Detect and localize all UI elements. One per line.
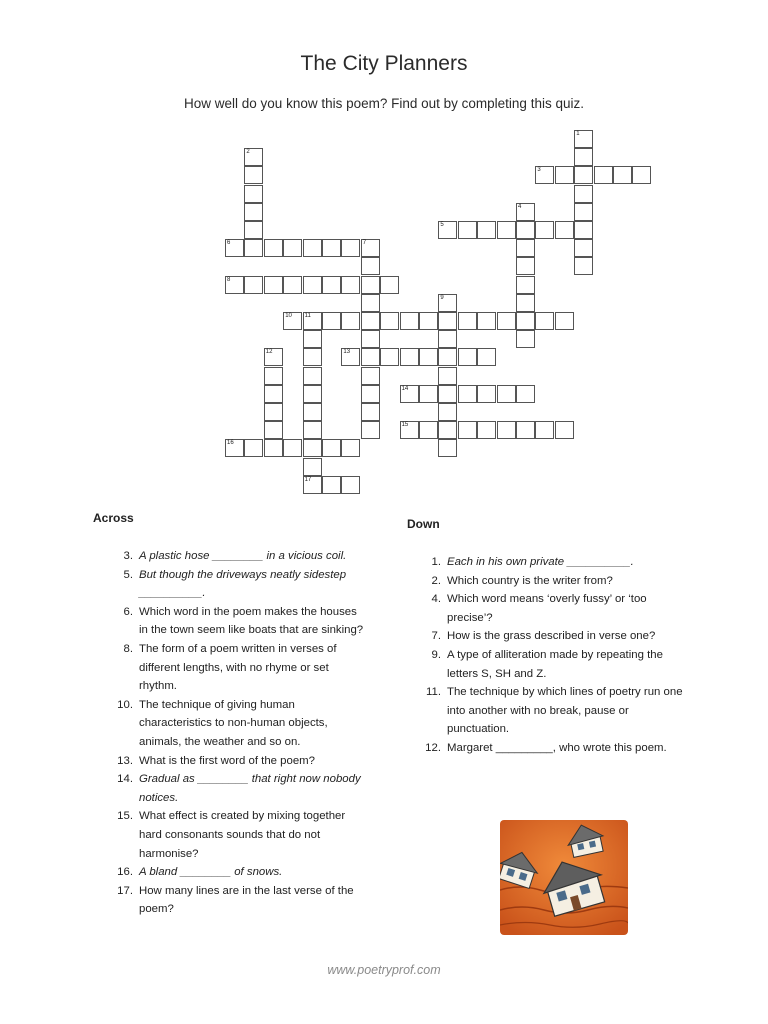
- clue-text: Gradual as ________ that right now nobody notices.: [139, 773, 361, 804]
- grid-cell[interactable]: [458, 221, 477, 239]
- grid-clue-number: 11: [304, 313, 311, 319]
- grid-cell[interactable]: [303, 385, 322, 403]
- clue-text: The form of a poem written in verses of different lengths, with no rhyme or set rhythm.: [139, 642, 337, 693]
- grid-clue-number: 9: [440, 294, 444, 301]
- grid-cell[interactable]: [244, 221, 263, 239]
- across-clue: [113, 770, 365, 807]
- clue-number: 7.: [431, 630, 441, 643]
- page-title: The City Planners: [300, 52, 468, 75]
- grid-cell[interactable]: [400, 385, 419, 403]
- grid-cell[interactable]: [361, 348, 380, 366]
- grid-cell[interactable]: [400, 348, 419, 366]
- down-clue: [421, 572, 683, 591]
- down-clues-list: [421, 553, 683, 758]
- grid-cell[interactable]: [632, 166, 651, 184]
- flooded-houses-illustration: [500, 820, 628, 935]
- clue-number: 11.: [426, 686, 441, 699]
- grid-cell[interactable]: [400, 421, 419, 439]
- grid-cell[interactable]: [361, 385, 380, 403]
- clue-text: Which word means ‘overly fussy’ or ‘too precise’?: [447, 593, 647, 624]
- grid-cell[interactable]: [555, 312, 574, 330]
- down-clue: [421, 683, 683, 739]
- grid-clue-number: 2: [246, 149, 250, 156]
- grid-clue-number: 12: [265, 349, 273, 356]
- grid-cell[interactable]: [361, 257, 380, 275]
- grid-clue-number: 4: [518, 203, 522, 210]
- grid-cell[interactable]: [341, 439, 360, 457]
- grid-cell[interactable]: [477, 348, 496, 366]
- grid-cell[interactable]: [574, 130, 593, 148]
- grid-cell[interactable]: [438, 348, 457, 366]
- grid-cell[interactable]: [574, 257, 593, 275]
- clue-number: 5.: [123, 568, 133, 581]
- grid-cell[interactable]: [438, 385, 457, 403]
- grid-cell[interactable]: [361, 294, 380, 312]
- clue-number: 12.: [425, 741, 441, 754]
- grid-cell[interactable]: [380, 276, 399, 294]
- clue-text: Which country is the writer from?: [447, 574, 613, 587]
- across-clue: [113, 863, 365, 882]
- grid-cell[interactable]: [341, 476, 360, 494]
- across-clue: [113, 566, 365, 603]
- grid-cell[interactable]: [535, 166, 554, 184]
- grid-cell[interactable]: [361, 239, 380, 257]
- grid-cell[interactable]: [244, 166, 263, 184]
- grid-cell[interactable]: [497, 421, 516, 439]
- grid-clue-number: 10: [285, 313, 292, 319]
- grid-cell[interactable]: [419, 385, 438, 403]
- grid-cell[interactable]: [264, 403, 283, 421]
- grid-cell[interactable]: [516, 203, 535, 221]
- grid-cell[interactable]: [225, 239, 244, 257]
- grid-clue-number: 13: [343, 349, 351, 356]
- clue-text: What effect is created by mixing together hard consonants sounds that do not harmonise?: [139, 810, 346, 860]
- grid-cell[interactable]: [264, 239, 283, 257]
- across-clue: [113, 547, 365, 566]
- grid-cell[interactable]: [458, 385, 477, 403]
- across-clue: [113, 696, 365, 752]
- grid-cell[interactable]: [574, 148, 593, 166]
- grid-cell[interactable]: [341, 312, 360, 330]
- grid-cell[interactable]: [322, 239, 341, 257]
- grid-cell[interactable]: [438, 330, 457, 348]
- grid-cell[interactable]: [303, 312, 322, 330]
- grid-cell[interactable]: [477, 421, 496, 439]
- grid-cell[interactable]: [303, 476, 322, 494]
- grid-clue-number: 17: [304, 476, 312, 483]
- clue-number: 16.: [117, 866, 133, 879]
- grid-clue-number: 5: [440, 222, 444, 228]
- grid-cell[interactable]: [574, 203, 593, 221]
- grid-cell[interactable]: [438, 294, 457, 312]
- across-clue: [113, 882, 365, 919]
- grid-cell[interactable]: [283, 312, 302, 330]
- clue-text: A plastic hose ________ in a vicious coil.: [139, 550, 347, 562]
- grid-cell[interactable]: [244, 276, 263, 294]
- grid-cell[interactable]: [322, 276, 341, 294]
- clue-number: 15.: [117, 810, 133, 823]
- clue-number: 2.: [431, 574, 441, 587]
- clue-number: 1.: [431, 556, 441, 568]
- grid-clue-number: 8: [227, 276, 231, 283]
- grid-cell[interactable]: [380, 312, 399, 330]
- grid-cell[interactable]: [419, 348, 438, 366]
- clue-number: 6.: [123, 605, 133, 618]
- clue-text: How is the grass described in verse one?: [447, 630, 656, 643]
- grid-cell[interactable]: [264, 439, 283, 457]
- grid-cell[interactable]: [477, 312, 496, 330]
- grid-cell[interactable]: [283, 439, 302, 457]
- grid-cell[interactable]: [574, 166, 593, 184]
- grid-cell[interactable]: [438, 421, 457, 439]
- grid-cell[interactable]: [341, 348, 360, 366]
- clue-text: What is the first word of the poem?: [139, 754, 315, 767]
- page-subtitle: How well do you know this poem? Find out by completing this quiz.: [184, 96, 584, 111]
- across-clue: [113, 640, 365, 696]
- grid-cell[interactable]: [322, 439, 341, 457]
- grid-cell[interactable]: [225, 276, 244, 294]
- grid-cell[interactable]: [497, 312, 516, 330]
- clue-number: 14.: [117, 773, 133, 786]
- grid-cell[interactable]: [613, 166, 632, 184]
- grid-cell[interactable]: [264, 348, 283, 366]
- down-clue: [421, 590, 683, 627]
- grid-cell[interactable]: [361, 367, 380, 385]
- grid-cell[interactable]: [516, 276, 535, 294]
- grid-cell[interactable]: [516, 257, 535, 275]
- grid-cell[interactable]: [264, 385, 283, 403]
- grid-cell[interactable]: [264, 367, 283, 385]
- grid-cell[interactable]: [244, 239, 263, 257]
- grid-cell[interactable]: [244, 185, 263, 203]
- grid-clue-number: 14: [401, 385, 409, 392]
- clue-text: How many lines are in the last verse of the poem?: [139, 884, 354, 916]
- grid-cell[interactable]: [497, 221, 516, 239]
- clue-number: 13.: [117, 754, 133, 767]
- grid-cell[interactable]: [535, 421, 554, 439]
- grid-cell[interactable]: [303, 439, 322, 457]
- grid-cell[interactable]: [438, 312, 457, 330]
- grid-cell[interactable]: [361, 312, 380, 330]
- grid-cell[interactable]: [303, 330, 322, 348]
- grid-cell[interactable]: [380, 348, 399, 366]
- clue-text: Margaret _________, who wrote this poem.: [447, 741, 667, 754]
- grid-cell[interactable]: [419, 312, 438, 330]
- grid-cell[interactable]: [594, 166, 613, 184]
- grid-cell[interactable]: [458, 348, 477, 366]
- grid-cell[interactable]: [283, 239, 302, 257]
- clue-text: A bland ________ of snows.: [139, 866, 283, 879]
- clue-text: But though the driveways neatly sidestep __________.: [139, 568, 347, 600]
- grid-cell[interactable]: [516, 294, 535, 312]
- grid-cell[interactable]: [400, 312, 419, 330]
- grid-cell[interactable]: [361, 330, 380, 348]
- grid-cell[interactable]: [516, 330, 535, 348]
- grid-cell[interactable]: [477, 385, 496, 403]
- clue-number: 10.: [117, 698, 133, 711]
- grid-cell[interactable]: [225, 439, 244, 457]
- grid-cell[interactable]: [535, 221, 554, 239]
- grid-cell[interactable]: [438, 367, 457, 385]
- grid-cell[interactable]: [574, 185, 593, 203]
- grid-cell[interactable]: [438, 403, 457, 421]
- grid-cell[interactable]: [458, 421, 477, 439]
- grid-cell[interactable]: [303, 367, 322, 385]
- clue-number: 3.: [123, 550, 133, 562]
- grid-cell[interactable]: [303, 276, 322, 294]
- footer-url: www.poetryprof.com: [327, 963, 441, 977]
- down-clue: [421, 646, 683, 683]
- grid-clue-number: 15: [401, 422, 409, 429]
- grid-cell[interactable]: [244, 439, 263, 457]
- grid-cell[interactable]: [264, 421, 283, 439]
- grid-clue-number: 6: [227, 240, 231, 247]
- clue-text: A type of alliteration made by repeating the letters S, SH and Z.: [447, 648, 663, 680]
- down-clue: [421, 627, 683, 646]
- clue-text: Which word in the poem makes the houses in the town seem like boats that are sinking?: [139, 605, 364, 637]
- clue-number: 9.: [431, 648, 441, 661]
- clue-number: 8.: [123, 642, 133, 655]
- grid-cell[interactable]: [516, 221, 535, 239]
- grid-cell[interactable]: [361, 276, 380, 294]
- grid-cell[interactable]: [516, 312, 535, 330]
- grid-cell[interactable]: [516, 239, 535, 257]
- grid-cell[interactable]: [516, 385, 535, 403]
- grid-cell[interactable]: [244, 203, 263, 221]
- across-heading: Across: [93, 511, 134, 525]
- grid-clue-number: 16: [227, 440, 234, 447]
- grid-cell[interactable]: [341, 276, 360, 294]
- grid-cell[interactable]: [303, 421, 322, 439]
- clue-text: The technique of giving human characteristics to non-human objects, animals, the weather and so on.: [139, 698, 328, 748]
- grid-cell[interactable]: [303, 239, 322, 257]
- across-clues-list: [113, 547, 365, 919]
- clue-text: The technique by which lines of poetry run one into another with no break, pause or punctuation.: [447, 686, 683, 736]
- grid-clue-number: 3: [537, 167, 541, 174]
- grid-cell[interactable]: [477, 221, 496, 239]
- grid-cell[interactable]: [361, 421, 380, 439]
- grid-cell[interactable]: [361, 403, 380, 421]
- grid-cell[interactable]: [555, 166, 574, 184]
- down-clue: [421, 553, 683, 572]
- grid-cell[interactable]: [303, 348, 322, 366]
- grid-cell[interactable]: [322, 312, 341, 330]
- grid-cell[interactable]: [555, 421, 574, 439]
- grid-cell[interactable]: [574, 239, 593, 257]
- grid-cell[interactable]: [322, 476, 341, 494]
- grid-cell[interactable]: [497, 385, 516, 403]
- across-clue: [113, 603, 365, 640]
- grid-clue-number: 7: [362, 240, 367, 247]
- grid-clue-number: 1: [576, 131, 580, 137]
- down-clue: [421, 739, 683, 758]
- grid-cell[interactable]: [574, 221, 593, 239]
- grid-cell[interactable]: [283, 276, 302, 294]
- grid-cell[interactable]: [244, 148, 263, 166]
- grid-cell[interactable]: [303, 403, 322, 421]
- grid-cell[interactable]: [516, 421, 535, 439]
- grid-cell[interactable]: [555, 221, 574, 239]
- grid-cell[interactable]: [535, 312, 554, 330]
- across-clue: [113, 752, 365, 771]
- grid-cell[interactable]: [341, 239, 360, 257]
- clue-number: 4.: [431, 593, 441, 606]
- clue-number: 17.: [117, 884, 133, 897]
- grid-cell[interactable]: [438, 221, 457, 239]
- clue-text: Each in his own private __________.: [447, 556, 634, 568]
- grid-cell[interactable]: [264, 276, 283, 294]
- grid-cell[interactable]: [419, 421, 438, 439]
- grid-cell[interactable]: [458, 312, 477, 330]
- across-clue: [113, 807, 365, 863]
- down-heading: Down: [407, 517, 440, 531]
- grid-cell[interactable]: [438, 439, 457, 457]
- grid-cell[interactable]: [303, 458, 322, 476]
